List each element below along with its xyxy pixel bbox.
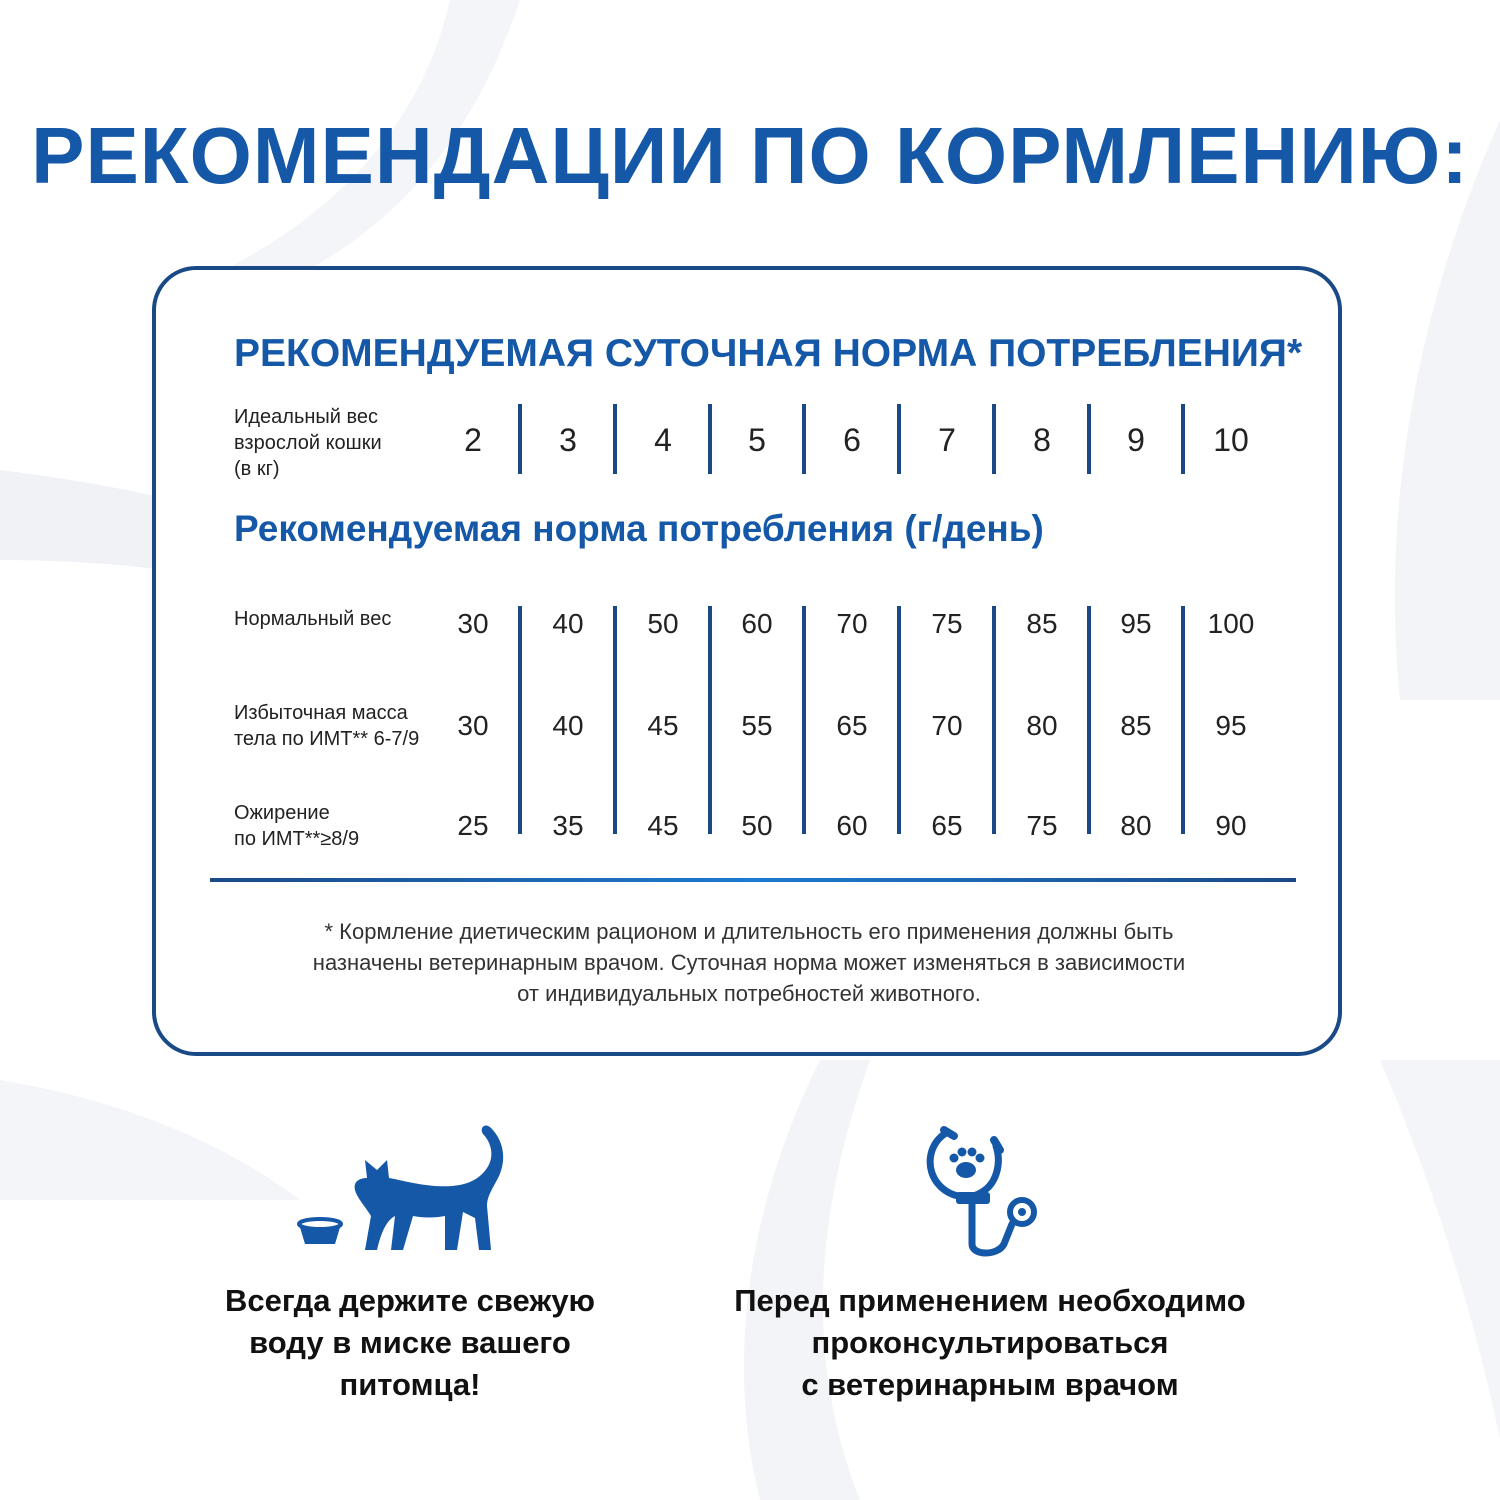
value-cell: 75 — [931, 608, 963, 639]
value-cell: 65 — [931, 810, 963, 841]
column-divider — [1181, 404, 1185, 474]
intake-title: Рекомендуемая норма потребления (г/день) — [234, 508, 1044, 549]
column-divider — [613, 606, 617, 834]
row-label: Ожирение по ИМТ**≥8/9 — [234, 802, 360, 850]
value-cell: 30 — [457, 710, 489, 741]
stethoscope-paw-icon — [920, 1120, 1060, 1260]
weight-cell: 2 — [464, 422, 482, 458]
footnote: * Кормление диетическим рационом и длительность его применения должны быть назначены ветеринарным врачом. Суточная норма может изменяться в зависимости от индивидуальных потребностей животного. — [312, 919, 1186, 1006]
value-cell: 70 — [931, 710, 963, 741]
value-cell: 85 — [1026, 608, 1058, 639]
feature-fresh-water — [150, 1120, 670, 1406]
value-cell: 55 — [741, 710, 773, 741]
weight-cell: 3 — [559, 422, 577, 458]
weight-cell: 4 — [654, 422, 672, 458]
value-cell: 35 — [552, 810, 584, 841]
cat-with-bowl-icon — [295, 1120, 525, 1260]
value-cell: 40 — [552, 608, 584, 639]
value-cell: 95 — [1215, 710, 1247, 741]
column-divider — [708, 404, 712, 474]
value-cell: 60 — [836, 810, 868, 841]
value-cell: 50 — [741, 810, 773, 841]
column-divider — [802, 606, 806, 834]
column-divider — [897, 404, 901, 474]
column-divider — [518, 404, 522, 474]
value-cell: 30 — [457, 608, 489, 639]
value-cell: 70 — [836, 608, 868, 639]
value-cell: 45 — [647, 810, 679, 841]
feature-consult-vet — [730, 1120, 1250, 1406]
weight-row — [156, 404, 1338, 478]
column-divider — [802, 404, 806, 474]
value-cell: 85 — [1120, 710, 1152, 741]
page-title: РЕКОМЕНДАЦИИ ПО КОРМЛЕНИЮ: — [31, 111, 1469, 200]
column-divider — [1087, 404, 1091, 474]
value-cell: 80 — [1120, 810, 1152, 841]
feature-vet-text: Перед применением необходимо проконсультироваться с ветеринарным врачом — [734, 1283, 1246, 1402]
column-divider — [992, 404, 996, 474]
value-cell: 95 — [1120, 608, 1152, 639]
weight-cell: 9 — [1127, 422, 1145, 458]
row-label: Нормальный вес — [234, 608, 392, 630]
value-cell: 100 — [1207, 608, 1255, 639]
value-cell: 45 — [647, 710, 679, 741]
divider — [210, 878, 1296, 882]
table-title: РЕКОМЕНДУЕМАЯ СУТОЧНАЯ НОРМА ПОТРЕБЛЕНИЯ* — [234, 332, 1303, 375]
weight-cell: 6 — [843, 422, 861, 458]
weight-cell: 10 — [1213, 422, 1249, 458]
column-divider — [1087, 606, 1091, 834]
column-divider — [708, 606, 712, 834]
feature-water-text: Всегда держите свежую воду в миске вашего питомца! — [224, 1283, 596, 1402]
weight-cell: 8 — [1033, 422, 1051, 458]
feeding-table-card — [152, 266, 1342, 1056]
row-label: Избыточная масса тела по ИМТ** 6-7/9 — [234, 702, 420, 750]
value-cell: 65 — [836, 710, 868, 741]
value-cell: 90 — [1215, 810, 1247, 841]
column-divider — [613, 404, 617, 474]
column-divider — [992, 606, 996, 834]
value-cell: 60 — [741, 608, 773, 639]
weight-cell: 5 — [748, 422, 766, 458]
weight-cell: 7 — [938, 422, 956, 458]
value-cell: 75 — [1026, 810, 1058, 841]
column-divider — [518, 606, 522, 834]
value-cell: 25 — [457, 810, 489, 841]
column-divider — [1181, 606, 1185, 834]
value-cell: 50 — [647, 608, 679, 639]
value-cell: 40 — [552, 710, 584, 741]
weight-label: Идеальный вес взрослой кошки (в кг) — [234, 406, 382, 480]
column-divider — [897, 606, 901, 834]
value-cell: 80 — [1026, 710, 1058, 741]
